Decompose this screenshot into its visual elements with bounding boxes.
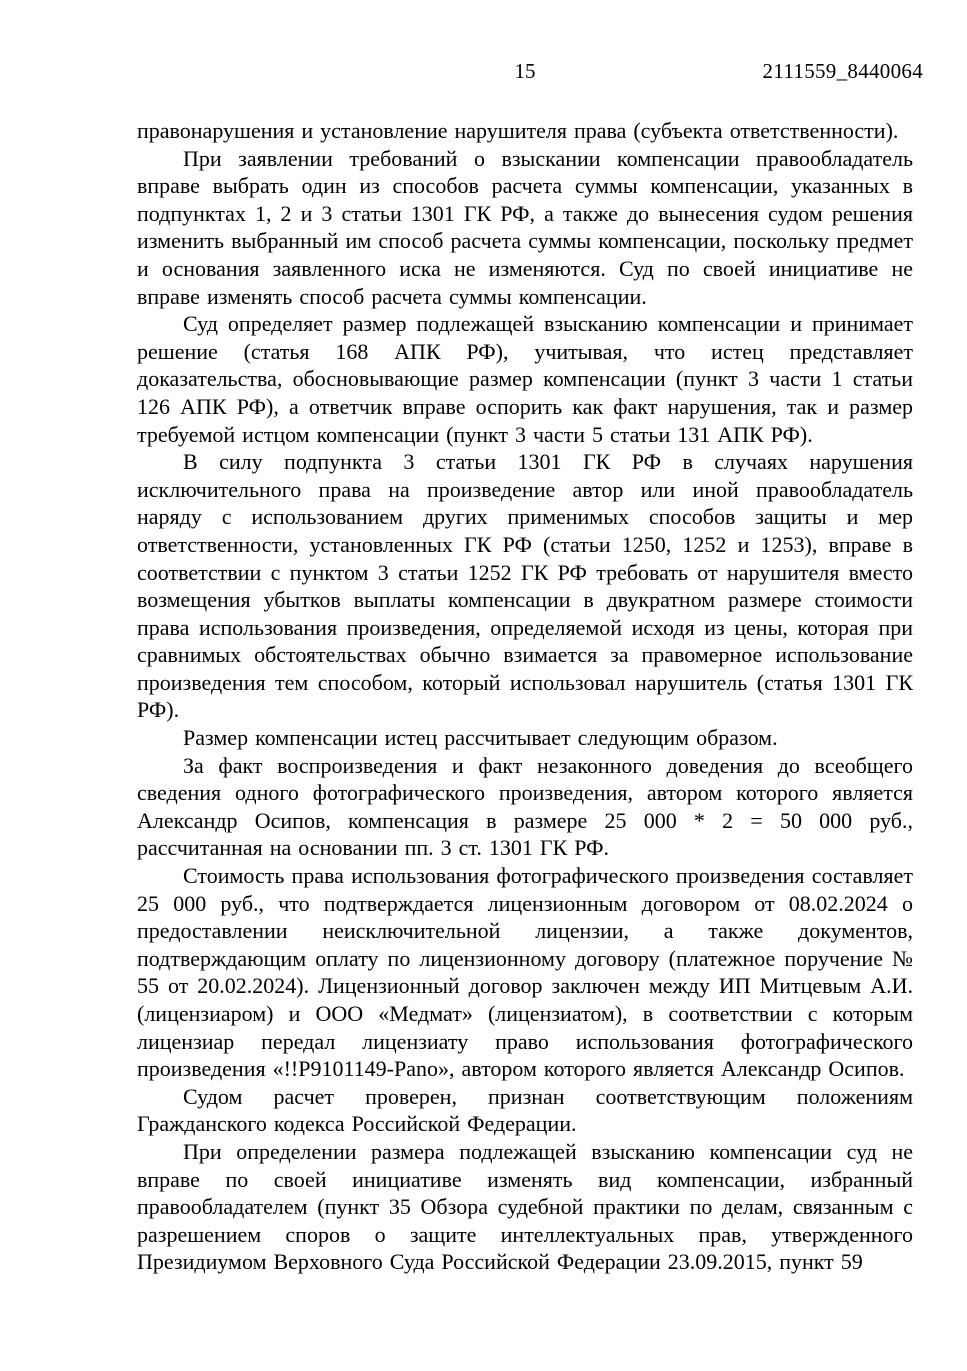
paragraph: Размер компенсации истец рассчитывает следующим образом. xyxy=(183,725,778,751)
paragraph: При определении размера подлежащей взысканию компенсации суд не вправе по своей инициативе изменять вид компенсации, избранный правообладателем (пункт 35 Обзора судебной практики по делам, связанным с разрешением споров о защите интеллектуальных прав, утвержденного Президиумом Верховного Суда Российской Федерации 23.09.2015, пункт 59 xyxy=(137,1138,913,1275)
document-page xyxy=(137,58,923,1276)
document-body xyxy=(137,117,913,1276)
paragraph: Суд определяет размер подлежащей взысканию компенсации и принимает решение (статья 168 АПК РФ), учитывая, что истец представляет доказательства, обосновывающие размер компенсации (пункт 3 части 1 статьи 126 АПК РФ), а ответчик вправе оспорить как факт нарушения, так и размер требуемой истцом компенсации (пункт 3 части 5 статьи 131 АПК РФ). xyxy=(137,311,913,447)
page-number: 15 xyxy=(514,59,536,83)
page-header xyxy=(137,58,923,86)
paragraph: За факт воспроизведения и факт незаконного доведения до всеобщего сведения одного фотографического произведения, автором которого является Александр Осипов, компенсация в размере 25 000 * 2 = 50 000 руб., рассчитанная на основании пп. 3 ст. 1301 ГК РФ. xyxy=(137,752,913,861)
paragraph: В силу подпункта 3 статьи 1301 ГК РФ в случаях нарушения исключительного права на произведение автор или иной правообладатель наряду с использованием других применимых способов защиты и мер ответственности, установленных ГК РФ (статьи 1250, 1252 и 1253), вправе в соответствии с пунктом 3 статьи 1252 ГК РФ требовать от нарушителя вместо возмещения убытков выплаты компенсации в двукратном размере стоимости права использования произведения, определяемой исходя из цены, которая при сравнимых обстоятельствах обычно взимается за правомерное использование произведения тем способом, который использовал нарушитель (статья 1301 ГК РФ). xyxy=(137,449,913,723)
paragraph: При заявлении требований о взыскании компенсации правообладатель вправе выбрать один из способов расчета суммы компенсации, указанных в подпунктах 1, 2 и 3 статьи 1301 ГК РФ, а также до вынесения судом решения изменить выбранный им способ расчета суммы компенсации, поскольку предмет и основания заявленного иска не изменяются. Суд по своей инициативе не вправе изменять способ расчета суммы компенсации. xyxy=(137,145,913,309)
paragraph: Судом расчет проверен, признан соответствующим положениям Гражданского кодекса Российской Федерации. xyxy=(137,1083,913,1137)
paragraph: Стоимость права использования фотографического произведения составляет 25 000 руб., что подтверждается лицензионным договором от 08.02.2024 о предоставлении неисключительной лицензии, а также документов, подтверждающим оплату по лицензионному договору (платежное поручение № 55 от 20.02.2024). Лицензионный договор заключен между ИП Митцевым А.И. (лицензиаром) и ООО «Медмат» (лицензиатом), в соответствии с которым лицензиар передал лицензиату право использования фотографического произведения «!!P9101149-Pano», автором которого является Александр Осипов. xyxy=(137,863,913,1082)
paragraph-continuation: правонарушения и установление нарушителя права (субъекта ответственности). xyxy=(137,118,899,143)
document-id: 2111559_8440064 xyxy=(762,59,923,83)
